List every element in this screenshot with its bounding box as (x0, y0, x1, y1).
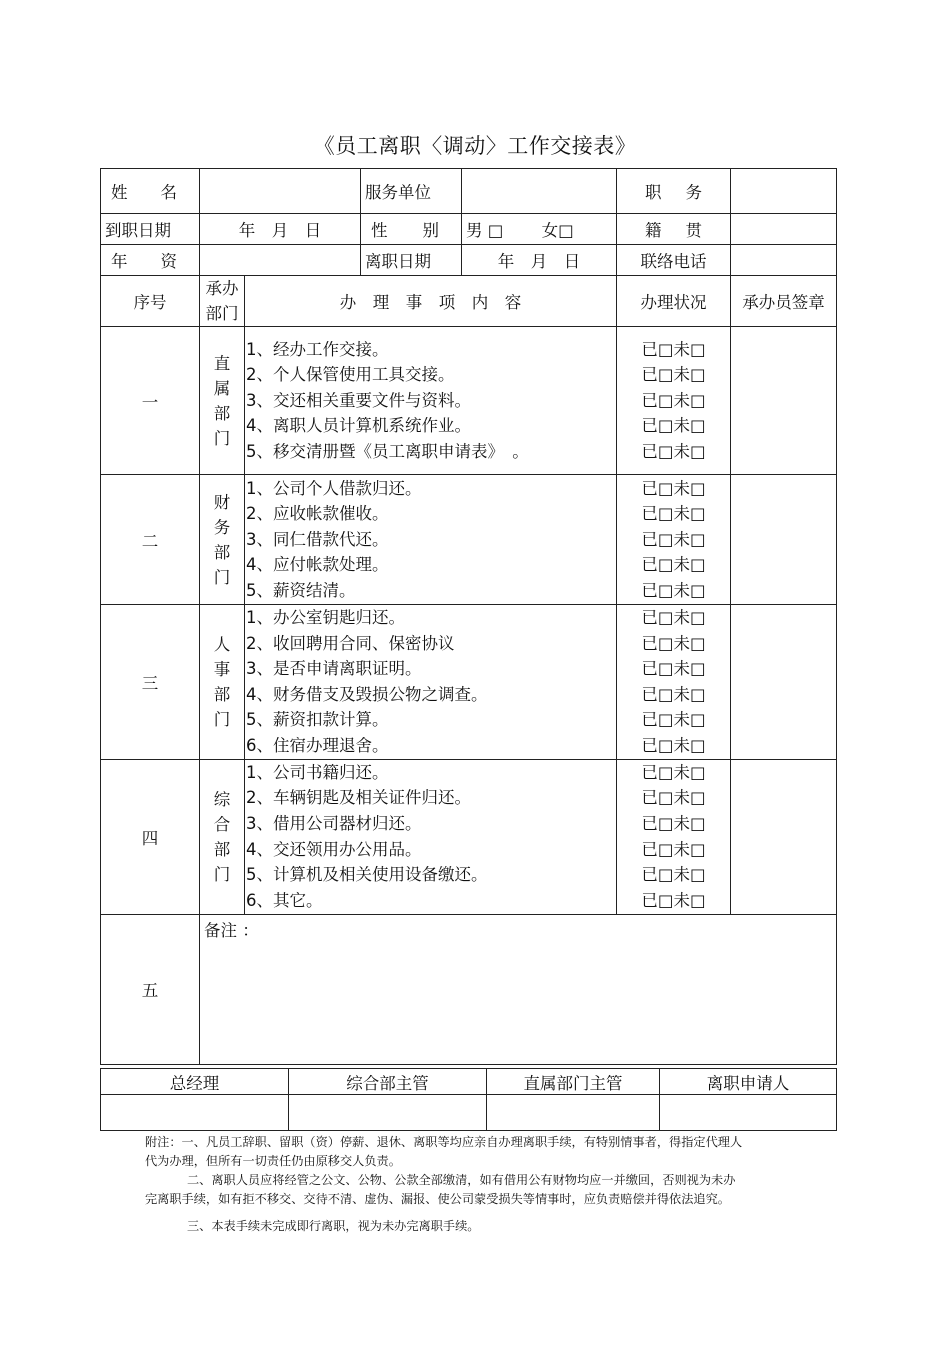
handover-item: 4、离职人员计算机系统作业。 (246, 416, 471, 436)
section-dept-char: 综 (213, 789, 231, 809)
status-header: 办理状况 (617, 276, 731, 327)
status-checkboxes[interactable]: 已□未□ (641, 529, 706, 549)
seniority-field[interactable] (200, 245, 361, 276)
seniority-label: 年 资 (101, 245, 200, 276)
section-dept-char: 门 (213, 709, 231, 729)
handover-item: 3、是否申请离职证明。 (246, 659, 422, 679)
section-dept-char: 门 (213, 428, 231, 448)
handover-item: 3、借用公司器材归还。 (246, 813, 422, 833)
signature-table (100, 1068, 837, 1131)
sig-field-applicant[interactable] (660, 1095, 837, 1131)
remark-seq: 五 (101, 914, 200, 1064)
handover-item: 2、个人保管使用工具交接。 (246, 365, 455, 385)
unit-field[interactable] (462, 169, 617, 214)
section-row (101, 327, 837, 475)
section-seq: 三 (101, 605, 200, 760)
status-checkboxes[interactable]: 已□未□ (641, 839, 706, 859)
section-dept-char: 门 (213, 864, 231, 884)
status-checkboxes[interactable]: 已□未□ (641, 890, 706, 910)
name-label: 姓 名 (101, 169, 200, 214)
status-checkboxes[interactable]: 已□未□ (641, 659, 706, 679)
section-status (617, 605, 731, 760)
form-title: 《员工离职〈调动〉工作交接表》 (313, 134, 637, 158)
section-signature[interactable] (731, 759, 837, 914)
handover-table (100, 168, 837, 1065)
status-checkboxes[interactable]: 已□未□ (641, 555, 706, 575)
sig-label-dept-supervisor: 直属部门主管 (487, 1069, 660, 1095)
section-items (245, 475, 617, 605)
status-checkboxes[interactable]: 已□未□ (641, 365, 706, 385)
section-dept-char: 直 (213, 353, 231, 373)
dept-header-line1: 承办 (205, 279, 239, 298)
status-checkboxes[interactable]: 已□未□ (641, 416, 706, 436)
dept-header (200, 276, 245, 327)
status-checkboxes[interactable]: 已□未□ (641, 735, 706, 755)
sig-field-general-manager[interactable] (101, 1095, 289, 1131)
section-signature[interactable] (731, 327, 837, 475)
section-dept (200, 475, 245, 605)
sig-label-general-manager: 总经理 (101, 1069, 289, 1095)
handover-item: 3、同仁借款代还。 (246, 529, 389, 549)
handover-item: 6、住宿办理退舍。 (246, 735, 389, 755)
section-signature[interactable] (731, 475, 837, 605)
handover-item: 1、办公室钥匙归还。 (246, 608, 405, 627)
section-dept-char: 门 (213, 567, 231, 587)
section-dept (200, 327, 245, 475)
phone-field[interactable] (731, 245, 837, 276)
native-label: 籍 贯 (617, 214, 731, 245)
position-label: 职 务 (617, 169, 731, 214)
sig-field-admin-supervisor[interactable] (289, 1095, 487, 1131)
handover-item: 2、收回聘用合同、保密协议 (246, 633, 455, 653)
handover-item: 5、薪资扣款计算。 (246, 710, 389, 730)
note-3: 三、本表手续未完成即行离职，视为未办完离职手续。 (187, 1219, 480, 1233)
dept-header-line2: 部门 (205, 304, 239, 323)
note-2: 二、离职人员应将经管之公文、公物、公款全部缴清，如有借用公有财物均应一并缴回，否则视为未办完离职手续，如有拒不移交、交待不清、虚伪、漏报、使公司蒙受损失等情事时，应负责赔偿并得依法追究。 (145, 1173, 736, 1206)
section-seq: 二 (101, 475, 200, 605)
section-dept (200, 605, 245, 760)
name-field[interactable] (200, 169, 361, 214)
gender-field[interactable]: 男 □ 女□ (462, 214, 617, 245)
section-dept-char: 人 (213, 634, 231, 654)
handover-item: 5、移交清册暨《员工离职申请表》 。 (246, 441, 529, 461)
section-dept-char: 部 (213, 684, 231, 704)
section-status (617, 327, 731, 475)
section-dept-char: 部 (213, 839, 231, 859)
handover-item: 2、应收帐款催收。 (246, 504, 389, 524)
handover-item: 5、薪资结清。 (246, 580, 356, 600)
section-items (245, 327, 617, 475)
section-row (101, 759, 837, 914)
status-checkboxes[interactable]: 已□未□ (641, 441, 706, 461)
native-field[interactable] (731, 214, 837, 245)
seq-header: 序号 (101, 276, 200, 327)
status-checkboxes[interactable]: 已□未□ (641, 865, 706, 885)
join-date-field[interactable]: 年 月 日 (200, 214, 361, 245)
handover-item: 2、车辆钥匙及相关证件归还。 (246, 788, 471, 808)
status-checkboxes[interactable]: 已□未□ (641, 390, 706, 410)
handover-item: 5、计算机及相关使用设备缴还。 (246, 865, 488, 885)
sig-label-applicant: 离职申请人 (660, 1069, 837, 1095)
section-dept-char: 合 (213, 814, 231, 834)
status-checkboxes[interactable]: 已□未□ (641, 478, 706, 498)
leave-date-field[interactable]: 年 月 日 (462, 245, 617, 276)
handover-item: 6、其它。 (246, 890, 323, 910)
signature-header: 承办员签章 (731, 276, 837, 327)
status-checkboxes[interactable]: 已□未□ (641, 633, 706, 653)
section-dept-char: 属 (213, 378, 231, 398)
status-checkboxes[interactable]: 已□未□ (641, 762, 706, 782)
handover-item: 4、交还领用办公用品。 (246, 839, 422, 859)
handover-item: 3、交还相关重要文件与资料。 (246, 390, 471, 410)
section-status (617, 475, 731, 605)
phone-label: 联络电话 (617, 245, 731, 276)
section-signature[interactable] (731, 605, 837, 760)
remark-label: 备注 ： (204, 920, 259, 940)
status-checkboxes[interactable]: 已□未□ (641, 710, 706, 730)
status-checkboxes[interactable]: 已□未□ (641, 813, 706, 833)
section-row (101, 605, 837, 760)
note-1: 附注：一、凡员工辞职、留职（资）停薪、退休、离职等均应亲自办理离职手续，有特别情事者，得指定代理人代为办理，但所有一切责任仍由原移交人负责。 (145, 1135, 743, 1168)
status-checkboxes[interactable]: 已□未□ (641, 580, 706, 600)
handover-item: 1、公司书籍归还。 (246, 762, 389, 782)
leave-date-label: 离职日期 (361, 245, 462, 276)
handover-item: 1、公司个人借款归还。 (246, 478, 422, 498)
section-dept-char: 财 (213, 492, 231, 512)
handover-item: 1、经办工作交接。 (246, 339, 389, 359)
handover-item: 4、应付帐款处理。 (246, 555, 389, 575)
section-row (101, 475, 837, 605)
section-status (617, 759, 731, 914)
section-seq: 一 (101, 327, 200, 475)
sig-field-dept-supervisor[interactable] (487, 1095, 660, 1131)
section-dept-char: 部 (213, 542, 231, 562)
status-checkboxes[interactable]: 已□未□ (641, 684, 706, 704)
section-items (245, 605, 617, 760)
status-checkboxes[interactable]: 已□未□ (641, 608, 706, 627)
unit-label: 服务单位 (361, 169, 462, 214)
section-dept-char: 部 (213, 403, 231, 423)
section-dept-char: 务 (213, 517, 231, 537)
section-seq: 四 (101, 759, 200, 914)
handover-item: 4、财务借支及毁损公物之调查。 (246, 684, 488, 704)
remark-cell[interactable] (200, 914, 837, 1064)
join-date-label: 到职日期 (101, 214, 200, 245)
gender-label: 性 别 (361, 214, 462, 245)
section-dept-char: 事 (213, 659, 231, 679)
section-dept (200, 759, 245, 914)
status-checkboxes[interactable]: 已□未□ (641, 339, 706, 359)
status-checkboxes[interactable]: 已□未□ (641, 504, 706, 524)
footnotes (145, 1133, 745, 1236)
sig-label-admin-supervisor: 综合部主管 (289, 1069, 487, 1095)
position-field[interactable] (731, 169, 837, 214)
content-header: 办 理 事 项 内 容 (245, 276, 617, 327)
status-checkboxes[interactable]: 已□未□ (641, 788, 706, 808)
section-items (245, 759, 617, 914)
